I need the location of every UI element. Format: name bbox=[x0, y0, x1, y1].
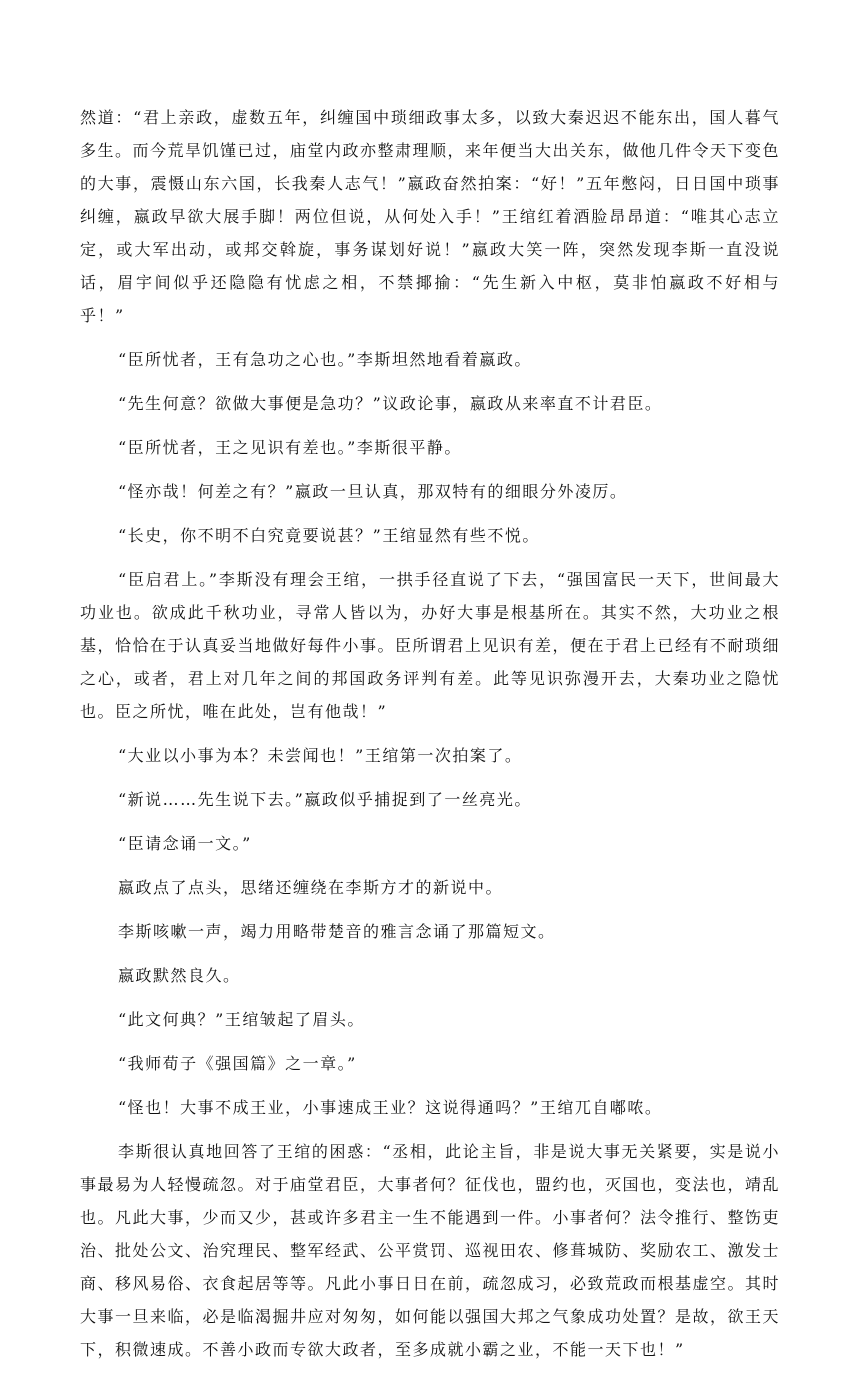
paragraph-12: 李斯咳嗽一声，竭力用略带楚音的雅言念诵了那篇短文。 bbox=[118, 922, 556, 941]
paragraph-16: “怪也！大事不成王业，小事速成王业？这说得通吗？”王绾兀自嘟哝。 bbox=[118, 1098, 663, 1117]
paragraph-8: “大业以小事为本？未尝闻也！”王绾第一次拍案了。 bbox=[118, 746, 523, 765]
paragraph-2: “臣所忧者，王有急功之心也。”李斯坦然地看着嬴政。 bbox=[118, 350, 532, 369]
paragraph-4: “臣所忧者，王之见识有差也。”李斯很平静。 bbox=[118, 438, 462, 457]
document-page bbox=[80, 101, 780, 1377]
paragraph-6: “长史，你不明不白究竟要说甚？”王绾显然有些不悦。 bbox=[118, 526, 540, 545]
paragraph-11: 嬴政点了点头，思绪还缠绕在李斯方才的新说中。 bbox=[118, 878, 504, 897]
paragraph-14: “此文何典？”王绾皱起了眉头。 bbox=[118, 1010, 365, 1029]
paragraph-1: 然道：“君上亲政，虚数五年，纠缠国中琐细政事太多，以致大秦迟迟不能东出，国人暮气多生。而今荒旱饥馑已过，庙堂内政亦整肃理顺，来年便当大出关东，做他几件令天下变色的大事，震慑山东六国，长我秦人志气！”嬴政奋然拍案：“好！”五年憋闷，日日国中琐事纠缠，嬴政早欲大展手脚！两位但说，从何处入手！”王绾红着酒脸昂昂道：“唯其心志立定，或大军出动，或邦交斡旋，事务谋划好说！”嬴政大笑一阵，突然发现李斯一直没说话，眉宇间似乎还隐隐有忧虑之相，不禁揶揄：“先生新入中枢，莫非怕嬴政不好相与乎！” bbox=[80, 108, 781, 325]
paragraph-10: “臣请念诵一文。” bbox=[118, 834, 252, 853]
paragraph-15: “我师荀子《强国篇》之一章。” bbox=[118, 1054, 357, 1073]
paragraph-3: “先生何意？欲做大事便是急功？”议政论事，嬴政从来率直不计君臣。 bbox=[118, 394, 663, 413]
paragraph-5: “怪亦哉！何差之有？”嬴政一旦认真，那双特有的细眼分外凌厉。 bbox=[118, 482, 628, 501]
paragraph-17: 李斯很认真地回答了王绾的困惑：“丞相，此论主旨，非是说大事无关紧要，实是说小事最易为人轻慢疏忽。对于庙堂君臣，大事者何？征伐也，盟约也，灭国也，变法也，靖乱也。凡此大事，少而又少，甚或许多君主一生不能遇到一件。小事者何？法令推行、整饬吏治、批处公文、治究理民、整军经武、公平赏罚、巡视田农、修葺城防、奖励农工、激发士商、移风易俗、衣食起居等等。凡此小事日日在前，疏忽成习，必致荒政而根基虚空。其时大事一旦来临，必是临渴掘井应对匆匆，如何能以强国大邦之气象成功处置？是故，欲王天下，积微速成。不善小政而专欲大政者，至多成就小霸之业，不能一天下也！” bbox=[80, 1142, 781, 1359]
paragraph-7: “臣启君上。”李斯没有理会王绾，一拱手径直说了下去，“强国富民一天下，世间最大功业也。欲成此千秋功业，寻常人皆以为，办好大事是根基所在。其实不然，大功业之根基，恰恰在于认真妥当地做好每件小事。臣所谓君上见识有差，便在于君上已经有不耐琐细之心，或者，君上对几年之间的邦国政务评判有差。此等见识弥漫开去，大秦功业之隐忧也。臣之所忧，唯在此处，岂有他哉！” bbox=[80, 570, 781, 721]
paragraph-9: “新说……先生说下去。”嬴政似乎捕捉到了一丝亮光。 bbox=[118, 790, 532, 809]
paragraph-13: 嬴政默然良久。 bbox=[118, 966, 241, 985]
